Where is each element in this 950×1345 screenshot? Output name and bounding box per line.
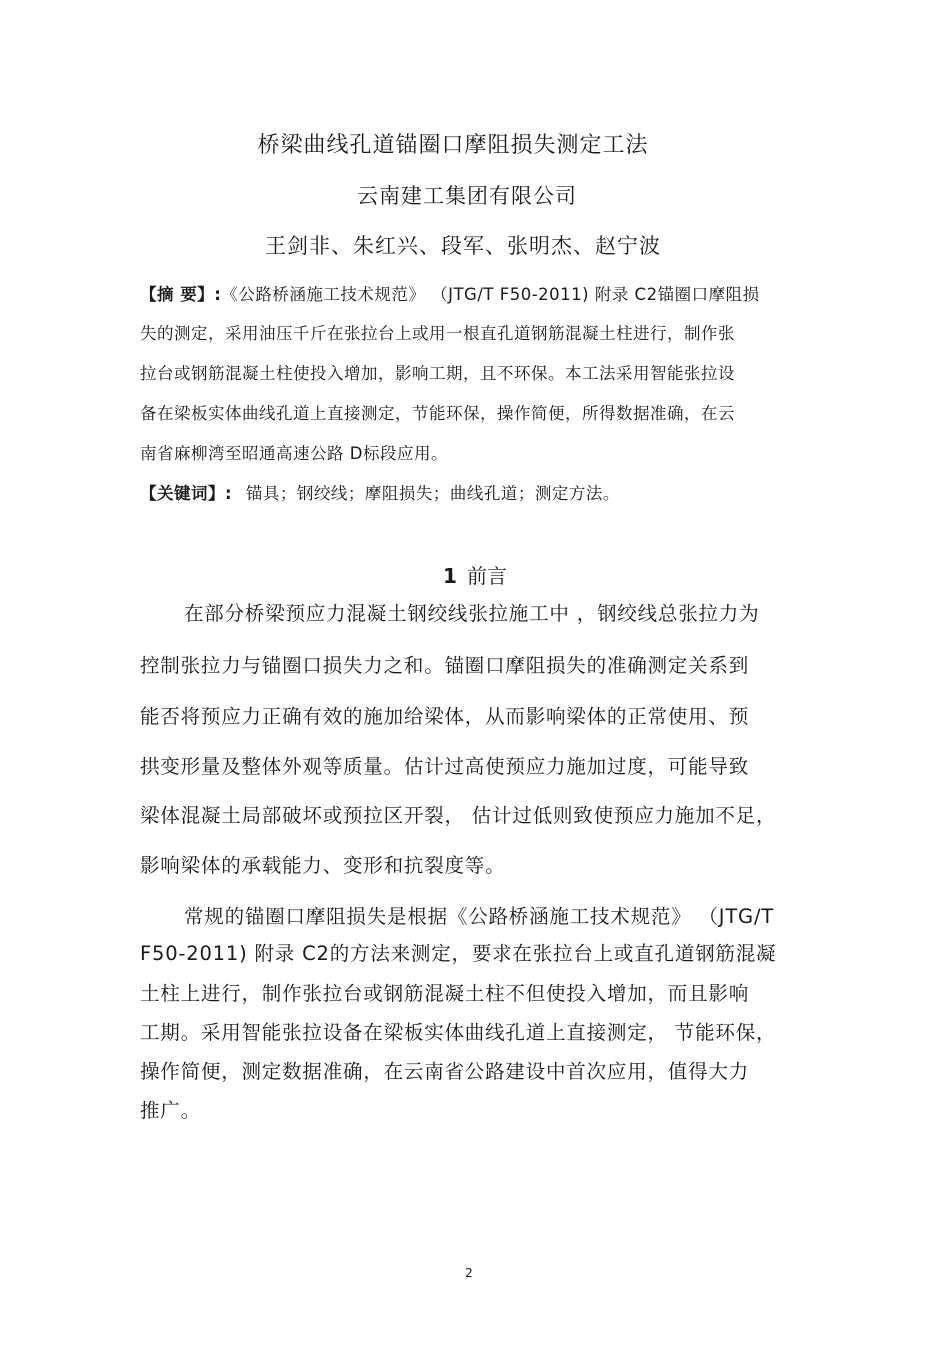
abstract-line: 失的测定，采用油压千斤在张拉台上或用一根直孔道钢筋混凝土柱进行，制作张 bbox=[140, 324, 735, 343]
paragraph-line: 土柱上进行，制作张拉台或钢筋混凝土柱不但使投入增加，而且影响 bbox=[140, 982, 750, 1005]
paragraph-line: 拱变形量及整体外观等质量。估计过高使预应力施加过度，可能导致 bbox=[140, 755, 750, 778]
abstract-label: 【摘 要】: bbox=[140, 285, 222, 304]
paragraph-line: 影响梁体的承载能力、变形和抗裂度等。 bbox=[140, 854, 506, 877]
paragraph-line: 操作简便，测定数据准确，在云南省公路建设中首次应用，值得大力 bbox=[140, 1060, 750, 1083]
paragraph-line: 在部分桥梁预应力混凝土钢绞线张拉施工中 ，钢绞线总张拉力为 bbox=[184, 602, 760, 625]
company-name: 云南建工集团有限公司 bbox=[357, 184, 577, 208]
paragraph-line: F50-2011) 附录 C2的方法来测定，要求在张拉台上或直孔道钢筋混凝 bbox=[140, 942, 777, 965]
paragraph-line: 常规的锚圈口摩阻损失是根据《公路桥涵施工技术规范》 （JTG/T bbox=[184, 905, 775, 928]
paragraph-line: 工期。采用智能张拉设备在梁板实体曲线孔道上直接测定， 节能环保， bbox=[140, 1021, 777, 1044]
abstract-line bbox=[140, 281, 760, 305]
author-list: 王剑非、朱红兴、段军、张明杰、赵宁波 bbox=[265, 234, 661, 258]
abstract-line: 拉台或钢筋混凝土柱使投入增加，影响工期，且不环保。本工法采用智能张拉设 bbox=[140, 364, 735, 383]
page-number: 2 bbox=[465, 1266, 473, 1280]
keywords-label: 【关键词】: bbox=[140, 484, 233, 503]
section-number: 1 bbox=[443, 564, 457, 588]
section-heading bbox=[0, 560, 950, 589]
abstract-line: 南省麻柳湾至昭通高速公路 D标段应用。 bbox=[140, 444, 448, 463]
paragraph-line: 控制张拉力与锚圈口损失力之和。锚圈口摩阻损失的准确测定关系到 bbox=[140, 654, 750, 677]
section-title: 前言 bbox=[466, 564, 507, 588]
keywords-line bbox=[140, 480, 620, 504]
keywords-text: 锚具；钢绞线；摩阻损失；曲线孔道；测定方法。 bbox=[245, 484, 620, 503]
document-title: 桥梁曲线孔道锚圈口摩阻损失测定工法 bbox=[257, 133, 649, 158]
paragraph-line: 推广。 bbox=[140, 1099, 201, 1122]
abstract-line: 备在梁板实体曲线孔道上直接测定，节能环保，操作简便，所得数据准确，在云 bbox=[140, 404, 735, 423]
abstract-text: 《公路桥涵施工技术规范》 （JTG/T F50-2011) 附录 C2锚圈口摩阻损 bbox=[221, 285, 760, 304]
paragraph-line: 能否将预应力正确有效的施加给梁体，从而影响梁体的正常使用、预 bbox=[140, 705, 750, 728]
paragraph-line: 梁体混凝土局部破坏或预拉区开裂， 估计过低则致使预应力施加不足， bbox=[140, 804, 777, 827]
